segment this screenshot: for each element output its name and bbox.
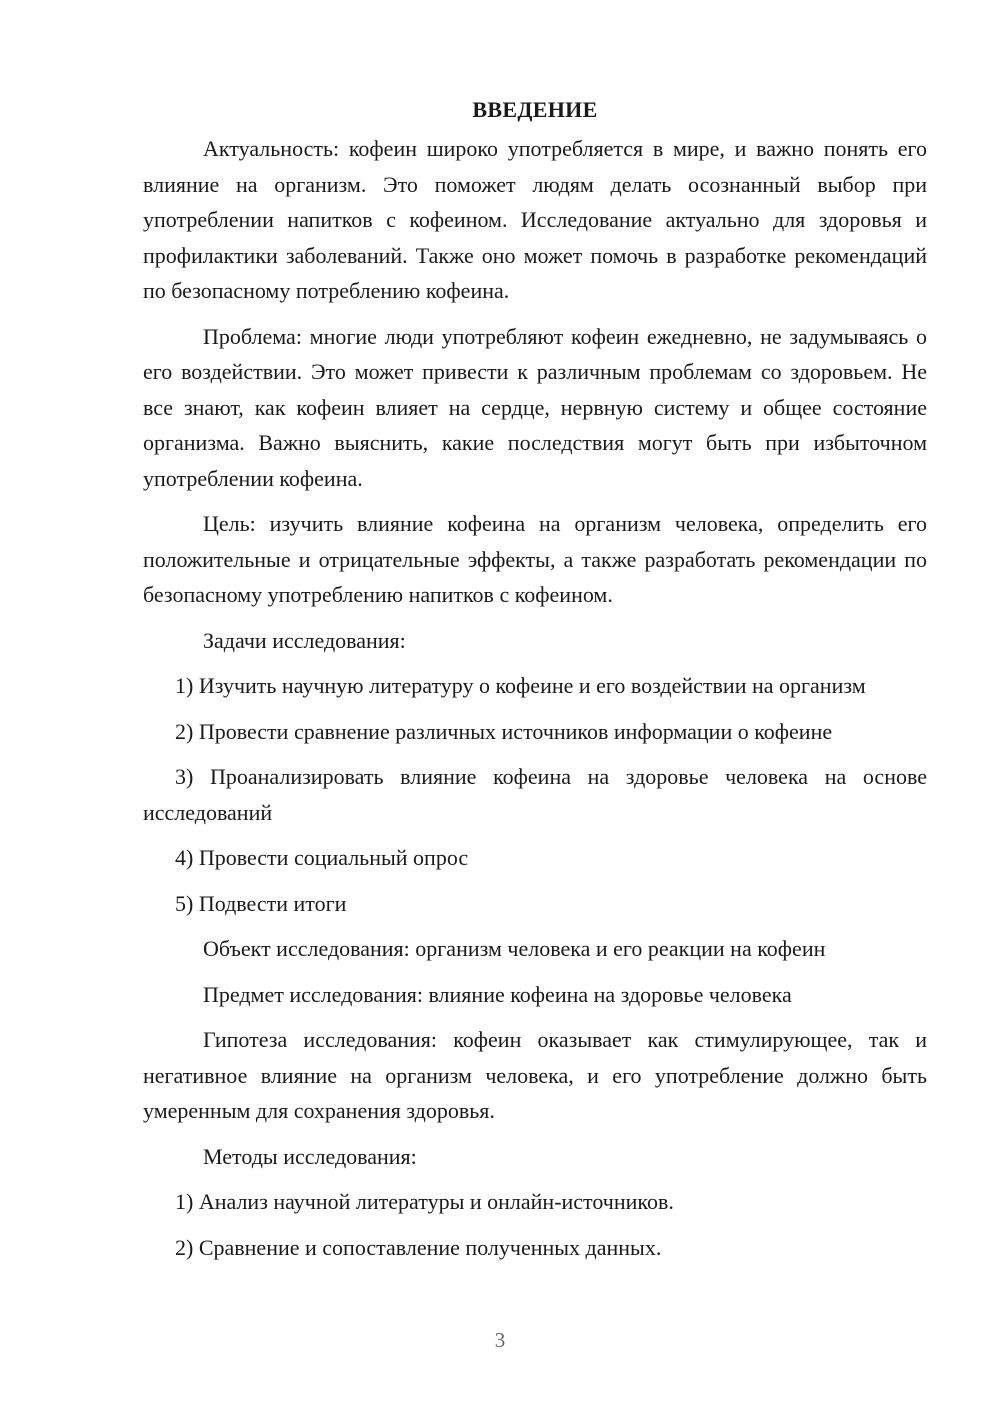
- task-item-1: 1) Изучить научную литературу о кофеине и его воздействии на организм: [175, 673, 866, 698]
- task-item-4: 4) Провести социальный опрос: [175, 845, 469, 870]
- task-item-2: 2) Провести сравнение различных источников информации о кофеине: [175, 718, 833, 744]
- research-object: Объект исследования: организм человека и его реакции на кофеин: [203, 936, 826, 961]
- page-number: 3: [494, 1328, 506, 1352]
- method-item-2: 2) Сравнение и сопоставление полученных данных.: [175, 1234, 662, 1260]
- task-item-3: 3) Проанализировать влияние кофеина на здоровье человека на основе исследований: [143, 764, 927, 825]
- problem-paragraph: Проблема: многие люди употребляют кофеин ежедневно, не задумываясь о его воздействии. Это может привести к различным проблемам со здоровьем. Не все знают, как кофеин влияет на сердце, нервную систему и общее состояние организма. Важно выяснить, какие последствия могут быть при избыточном употреблении кофеина.: [143, 323, 927, 491]
- goal-paragraph: Цель: изучить влияние кофеина на организм человека, определить его положительные и отрицательные эффекты, а также разработать рекомендации по безопасному употреблению напитков с кофеином.: [143, 511, 927, 607]
- research-subject: Предмет исследования: влияние кофеина на здоровье человека: [203, 981, 792, 1007]
- tasks-heading: Задачи исследования:: [203, 627, 406, 653]
- methods-heading: Методы исследования:: [203, 1143, 417, 1169]
- document-page: [143, 92, 927, 1275]
- task-item-5: 5) Подвести итоги: [175, 890, 347, 916]
- method-item-1: 1) Анализ научной литературы и онлайн-источников.: [175, 1189, 674, 1214]
- relevance-paragraph: Актуальность: кофеин широко употребляется в мире, и важно понять его влияние на организм. Это поможет людям делать осознанный выбор при употреблении напитков с кофеином. Исследование актуально для здоровья и профилактики заболеваний. Также оно может помочь в разработке рекомендаций по безопасному потреблению кофеина.: [143, 136, 927, 303]
- research-hypothesis: Гипотеза исследования: кофеин оказывает как стимулирующее, так и негативное влияние на организм человека, и его употребление должно быть умеренным для сохранения здоровья.: [143, 1027, 927, 1123]
- section-title: ВВЕДЕНИЕ: [472, 97, 598, 122]
